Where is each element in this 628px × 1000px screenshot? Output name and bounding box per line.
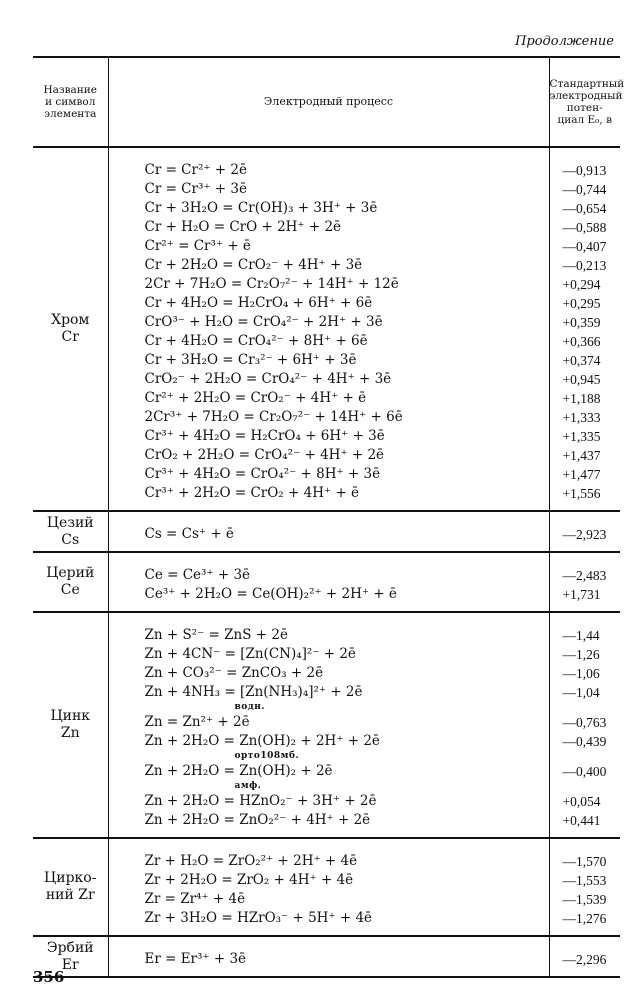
header-electrode-process: Электродный процесс <box>108 57 549 147</box>
element-name-cell <box>33 147 108 511</box>
equation: Er = Er³⁺ + 3ē <box>144 951 247 967</box>
process-cell <box>108 511 549 552</box>
potential-value: +1,477 <box>562 467 601 482</box>
element-group <box>33 838 620 936</box>
element-name-cell <box>33 838 108 936</box>
element-symbol: Ce <box>60 582 80 598</box>
potential-value: —0,654 <box>562 201 607 216</box>
element-group <box>33 147 620 511</box>
element-name: Хром <box>51 312 90 328</box>
equation: 2Cr + 7H₂O = Cr₂O₇²⁻ + 14H⁺ + 12ē <box>144 276 399 292</box>
potential-value: +1,333 <box>562 410 601 425</box>
equation: Cr²⁺ + 2H₂O = CrO₂⁻ + 4H⁺ + ē <box>144 390 367 406</box>
equation: Cr²⁺ = Cr³⁺ + ē <box>144 238 251 254</box>
continuation-label: Продолжение <box>515 34 614 49</box>
element-symbol: ний Zr <box>45 887 95 903</box>
equation: Cr³⁺ + 4H₂O = CrO₄²⁻ + 8H⁺ + 3ē <box>144 466 381 482</box>
potential-value: —1,276 <box>562 911 607 926</box>
element-symbol: Cr <box>61 329 79 345</box>
equation: Zn + 4CN⁻ = [Zn(CN)₄]²⁻ + 2ē <box>144 646 356 662</box>
equation: Zn + 4NH₃ = [Zn(NH₃)₄]²⁺ + 2ē <box>144 684 363 700</box>
potential-value: —1,553 <box>562 873 607 888</box>
potential-value: —0,913 <box>562 163 607 178</box>
equation: Zn = Zn²⁺ + 2ē <box>144 714 250 730</box>
potential-value: —2,296 <box>562 952 607 967</box>
table-header <box>33 57 620 147</box>
potential-value: +1,731 <box>562 587 601 602</box>
equation: Cr + 4H₂O = CrO₄²⁻ + 8H⁺ + 6ē <box>144 333 368 349</box>
element-group <box>33 511 620 552</box>
potential-value: +0,295 <box>562 296 601 311</box>
potential-cell <box>549 147 620 511</box>
potential-value: +0,366 <box>562 334 601 349</box>
potential-value: +0,294 <box>562 277 601 292</box>
potential-value: —1,06 <box>562 666 600 681</box>
potential-value: +1,188 <box>562 391 601 406</box>
element-symbol: Er <box>61 956 79 973</box>
page-number: 356 <box>33 968 65 986</box>
potential-value: +0,945 <box>562 372 601 387</box>
element-name: Церий <box>46 565 95 581</box>
element-group <box>33 552 620 612</box>
potential-cell <box>549 612 620 838</box>
potential-value: —0,213 <box>562 258 607 273</box>
potential-cell <box>549 838 620 936</box>
equation: Cr = Cr³⁺ + 3ē <box>144 181 247 197</box>
equation: Ce = Ce³⁺ + 3ē <box>144 567 251 583</box>
potential-value: +1,335 <box>562 429 601 444</box>
element-name-cell <box>33 511 108 552</box>
potential-value: —1,570 <box>562 854 607 869</box>
potential-value: —1,04 <box>562 685 600 700</box>
equation: Cs = Cs⁺ + ē <box>144 526 234 542</box>
element-name-cell <box>33 552 108 612</box>
potential-value: +0,359 <box>562 315 601 330</box>
potential-value: —0,407 <box>562 239 607 254</box>
process-cell <box>108 552 549 612</box>
potential-value: —0,744 <box>562 182 607 197</box>
process-cell <box>108 612 549 838</box>
equation: CrO³⁻ + H₂O = CrO₄²⁻ + 2H⁺ + 3ē <box>144 314 383 330</box>
equation: CrO₂ + 2H₂O = CrO₄²⁻ + 4H⁺ + 2ē <box>144 447 385 463</box>
potential-value: —1,26 <box>562 647 600 662</box>
equation: Cr + 2H₂O = CrO₂⁻ + 4H⁺ + 3ē <box>144 257 363 273</box>
equation: Zn + 2H₂O = Zn(OH)₂ + 2H⁺ + 2ē <box>144 733 380 749</box>
equation: Zn + 2H₂O = Zn(OH)₂ + 2ē <box>144 763 333 779</box>
equation: Cr³⁺ + 2H₂O = CrO₂ + 4H⁺ + ē <box>144 485 359 501</box>
potential-cell <box>549 511 620 552</box>
element-name: Цинк <box>50 708 91 724</box>
equation: Ce³⁺ + 2H₂O = Ce(OH)₂²⁺ + 2H⁺ + ē <box>144 586 397 602</box>
header-standard-potential: Стандартный электродный потен- циал E₀, в <box>549 57 620 147</box>
equation: Zn + 2H₂O = ZnO₂²⁻ + 4H⁺ + 2ē <box>144 812 371 828</box>
element-symbol: Zn <box>60 725 80 741</box>
potential-value: —0,588 <box>562 220 607 235</box>
equation: Zn + 2H₂O = HZnO₂⁻ + 3H⁺ + 2ē <box>144 793 377 809</box>
element-name-cell <box>33 612 108 838</box>
equation: Zr + 3H₂O = HZrO₃⁻ + 5H⁺ + 4ē <box>144 910 373 926</box>
potential-value: +0,374 <box>562 353 601 368</box>
potential-value: —0,439 <box>562 734 607 749</box>
potential-value: —0,400 <box>562 764 607 779</box>
equation: Cr = Cr²⁺ + 2ē <box>144 162 247 178</box>
equation: Zn + CO₃²⁻ = ZnCO₃ + 2ē <box>144 665 324 681</box>
element-symbol: Cs <box>61 531 80 548</box>
equation: Zr + 2H₂O = ZrO₂ + 4H⁺ + 4ē <box>144 872 354 888</box>
potential-cell <box>549 936 620 977</box>
equation-note: водн. <box>234 702 265 712</box>
header-element-name: Название и символ элемента <box>33 57 108 147</box>
process-cell <box>108 936 549 977</box>
element-name: Цезий <box>46 514 94 531</box>
potential-value: —0,763 <box>562 715 607 730</box>
potential-value: —2,923 <box>562 527 607 542</box>
equation: Zr = Zr⁴⁺ + 4ē <box>144 891 246 907</box>
equation: Cr + 3H₂O = Cr(OH)₃ + 3H⁺ + 3ē <box>144 200 378 216</box>
equation: Cr³⁺ + 4H₂O = H₂CrO₄ + 6H⁺ + 3ē <box>144 428 385 444</box>
equation: Zr + H₂O = ZrO₂²⁺ + 2H⁺ + 4ē <box>144 853 358 869</box>
equation-note: амф. <box>234 781 262 791</box>
equation-note: орто108мб. <box>234 751 300 761</box>
equation: Cr + H₂O = CrO + 2H⁺ + 2ē <box>144 219 342 235</box>
potential-value: +0,441 <box>562 813 601 828</box>
process-cell <box>108 147 549 511</box>
electrode-potential-table <box>33 56 625 978</box>
element-name: Цирко- <box>44 870 97 886</box>
equation: 2Cr³⁺ + 7H₂O = Cr₂O₇²⁻ + 14H⁺ + 6ē <box>144 409 403 425</box>
equation: Zn + S²⁻ = ZnS + 2ē <box>144 627 288 643</box>
potential-value: —1,539 <box>562 892 607 907</box>
element-group <box>33 936 620 977</box>
potential-cell <box>549 552 620 612</box>
potential-value: +1,556 <box>562 486 601 501</box>
element-group <box>33 612 620 838</box>
equation: Cr + 4H₂O = H₂CrO₄ + 6H⁺ + 6ē <box>144 295 373 311</box>
potential-value: —1,44 <box>562 628 600 643</box>
equation: CrO₂⁻ + 2H₂O = CrO₄²⁻ + 4H⁺ + 3ē <box>144 371 392 387</box>
potential-value: —2,483 <box>562 568 607 583</box>
potential-value: +0,054 <box>562 794 601 809</box>
element-name: Эрбий <box>46 939 94 956</box>
potential-value: +1,437 <box>562 448 601 463</box>
equation: Cr + 3H₂O = Cr₃²⁻ + 6H⁺ + 3ē <box>144 352 357 368</box>
process-cell <box>108 838 549 936</box>
